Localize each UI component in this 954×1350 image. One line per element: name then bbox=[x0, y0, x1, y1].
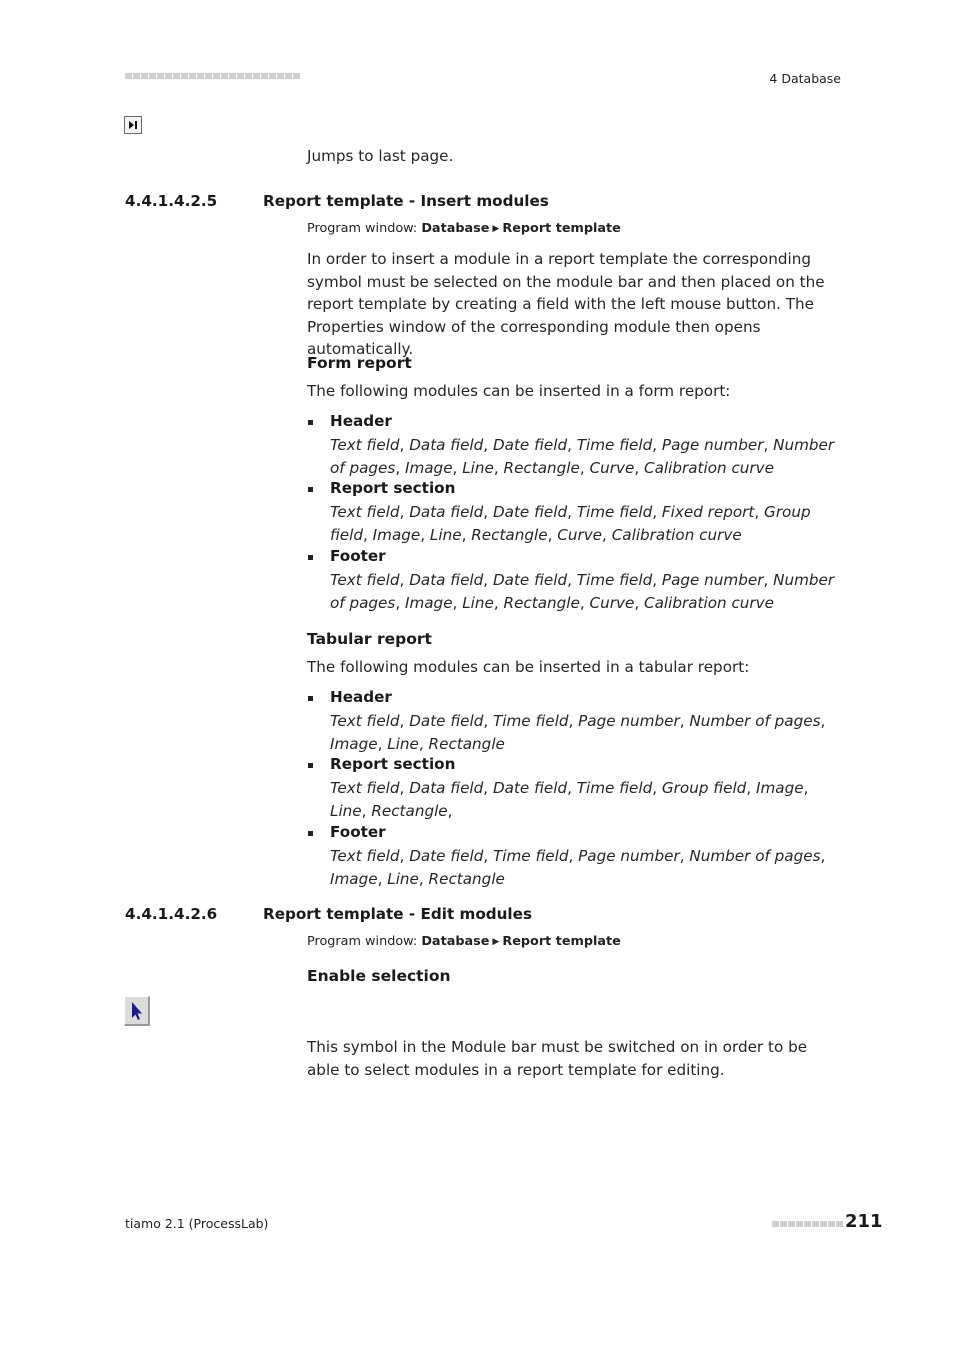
breadcrumb-arrow-icon: ▶ bbox=[492, 224, 500, 234]
module-name: Text field bbox=[330, 503, 400, 521]
module-name: Text field bbox=[330, 571, 400, 589]
tabular-report-item-title: Header bbox=[330, 688, 392, 706]
module-name: Curve bbox=[557, 525, 603, 544]
tabular-report-item-modules: Text field, Date field, Time field, Page number, Number of pages, Image, Line, Rectangle bbox=[330, 712, 826, 753]
module-name: Data field bbox=[409, 779, 484, 797]
section-title-2: Report template - Edit modules bbox=[263, 905, 532, 923]
module-name: Line bbox=[330, 801, 362, 820]
section-title: Report template - Insert modules bbox=[263, 192, 549, 210]
module-name: Date field bbox=[409, 712, 484, 730]
program-window-path-1: Database bbox=[421, 221, 490, 236]
module-name: Number of pages bbox=[330, 571, 835, 612]
module-name: Image bbox=[755, 779, 804, 797]
breadcrumb-arrow-icon: ▶ bbox=[492, 937, 500, 947]
module-name: Time field bbox=[576, 503, 653, 521]
chapter-title: 4 Database bbox=[769, 71, 841, 86]
program-window-line bbox=[307, 221, 621, 236]
module-name: Time field bbox=[493, 712, 569, 730]
form-report-item-modules: Text field, Data field, Date field, Time field, Page number, Number of pages, Image, Line, Rectangle, Curve, Calibration curve bbox=[330, 571, 835, 612]
module-name: Time field bbox=[576, 571, 653, 589]
header-decoration bbox=[125, 73, 300, 79]
section-number: 4.4.1.4.2.5 bbox=[125, 192, 218, 210]
module-name: Number of pages bbox=[689, 847, 821, 865]
module-name: Number of pages bbox=[330, 436, 835, 477]
bullet-icon bbox=[308, 831, 313, 836]
module-name: Time field bbox=[576, 436, 653, 454]
module-name: Text field bbox=[330, 436, 400, 454]
module-name: Page number bbox=[578, 712, 680, 730]
module-name: Rectangle bbox=[503, 593, 580, 612]
module-name: Line bbox=[462, 593, 494, 612]
page-number: 211 bbox=[845, 1211, 883, 1232]
program-window-line-2 bbox=[307, 934, 621, 949]
enable-selection-heading: Enable selection bbox=[307, 967, 451, 985]
module-name: Calibration curve bbox=[643, 593, 774, 612]
module-name: Image bbox=[404, 458, 453, 477]
bullet-icon bbox=[308, 420, 313, 425]
program-window-path-2: Report template bbox=[502, 221, 621, 236]
form-report-intro: The following modules can be inserted in a form report: bbox=[307, 382, 731, 400]
tabular-report-heading: Tabular report bbox=[307, 630, 432, 648]
module-name: Image bbox=[330, 734, 378, 753]
module-name: Rectangle bbox=[428, 734, 505, 753]
module-name: Group field bbox=[330, 503, 811, 544]
section-paragraph: In order to insert a module in a report template the corresponding symbol must be selected on the module bar and then placed on the report template by creating a field with the left mouse button. The Properties window of the corresponding module then opens automatically. bbox=[307, 250, 825, 359]
section2-paragraph: This symbol in the Module bar must be switched on in order to be able to select modules in a report template for editing. bbox=[307, 1038, 808, 1079]
intro-text: Jumps to last page. bbox=[307, 147, 454, 165]
module-name: Date field bbox=[492, 779, 568, 797]
module-name: Fixed report bbox=[661, 503, 755, 521]
module-name: Text field bbox=[330, 712, 400, 730]
form-report-item-title: Footer bbox=[330, 547, 386, 565]
module-name: Calibration curve bbox=[643, 458, 774, 477]
form-report-item-title: Header bbox=[330, 412, 392, 430]
module-name: Line bbox=[387, 734, 419, 753]
module-name: Rectangle bbox=[503, 458, 580, 477]
module-name: Image bbox=[404, 593, 453, 612]
module-name: Date field bbox=[492, 503, 568, 521]
tabular-report-item-modules: Text field, Data field, Date field, Time field, Group field, Image, Line, Rectangle, bbox=[330, 779, 809, 820]
module-name: Text field bbox=[330, 847, 400, 865]
module-name: Line bbox=[462, 458, 494, 477]
tabular-report-item-modules: Text field, Date field, Time field, Page number, Number of pages, Image, Line, Rectangle bbox=[330, 847, 826, 888]
section-number-2: 4.4.1.4.2.6 bbox=[125, 905, 218, 923]
module-name: Curve bbox=[589, 593, 635, 612]
module-name: Rectangle bbox=[471, 525, 548, 544]
footer-decoration bbox=[772, 1221, 843, 1227]
footer-product: tiamo 2.1 (ProcessLab) bbox=[125, 1216, 269, 1231]
bullet-icon bbox=[308, 487, 313, 492]
module-name: Line bbox=[429, 525, 462, 544]
bullet-icon bbox=[308, 696, 313, 701]
module-name: Page number bbox=[578, 847, 680, 865]
tabular-report-intro: The following modules can be inserted in a tabular report: bbox=[307, 658, 750, 676]
tabular-report-item-title: Footer bbox=[330, 823, 386, 841]
tabular-report-item-title: Report section bbox=[330, 755, 456, 773]
module-name: Image bbox=[372, 525, 421, 544]
module-name: Time field bbox=[493, 847, 569, 865]
module-name: Date field bbox=[492, 436, 568, 454]
module-name: Data field bbox=[409, 503, 484, 521]
module-name: Rectangle bbox=[428, 869, 505, 888]
module-name: Text field bbox=[330, 779, 400, 797]
program-window-label-2: Program window: bbox=[307, 934, 418, 949]
module-name: Group field bbox=[661, 779, 747, 797]
module-name: Data field bbox=[409, 571, 484, 589]
module-name: Date field bbox=[409, 847, 484, 865]
module-name: Curve bbox=[589, 458, 635, 477]
form-report-item-modules: Text field, Data field, Date field, Time field, Fixed report, Group field, Image, Line, Rectangle, Curve, Calibration curve bbox=[330, 503, 811, 544]
module-name: Data field bbox=[409, 436, 484, 454]
jump-to-last-page-icon bbox=[124, 116, 142, 134]
module-name: Calibration curve bbox=[611, 525, 742, 544]
module-name: Rectangle bbox=[371, 801, 448, 820]
program-window-label: Program window: bbox=[307, 221, 418, 236]
form-report-heading: Form report bbox=[307, 354, 412, 372]
arrow-cursor-icon bbox=[124, 996, 150, 1026]
program-window-path-2-1: Database bbox=[421, 934, 490, 949]
form-report-item-modules: Text field, Data field, Date field, Time field, Page number, Number of pages, Image, Line, Rectangle, Curve, Calibration curve bbox=[330, 436, 835, 477]
module-name: Page number bbox=[661, 436, 764, 454]
module-name: Line bbox=[387, 869, 419, 888]
form-report-item-title: Report section bbox=[330, 479, 456, 497]
module-name: Image bbox=[330, 869, 378, 888]
module-name: Page number bbox=[661, 571, 764, 589]
module-name: Time field bbox=[576, 779, 653, 797]
bullet-icon bbox=[308, 763, 313, 768]
module-name: Number of pages bbox=[689, 712, 821, 730]
bullet-icon bbox=[308, 555, 313, 560]
program-window-path-2-2: Report template bbox=[502, 934, 621, 949]
module-name: Date field bbox=[492, 571, 568, 589]
